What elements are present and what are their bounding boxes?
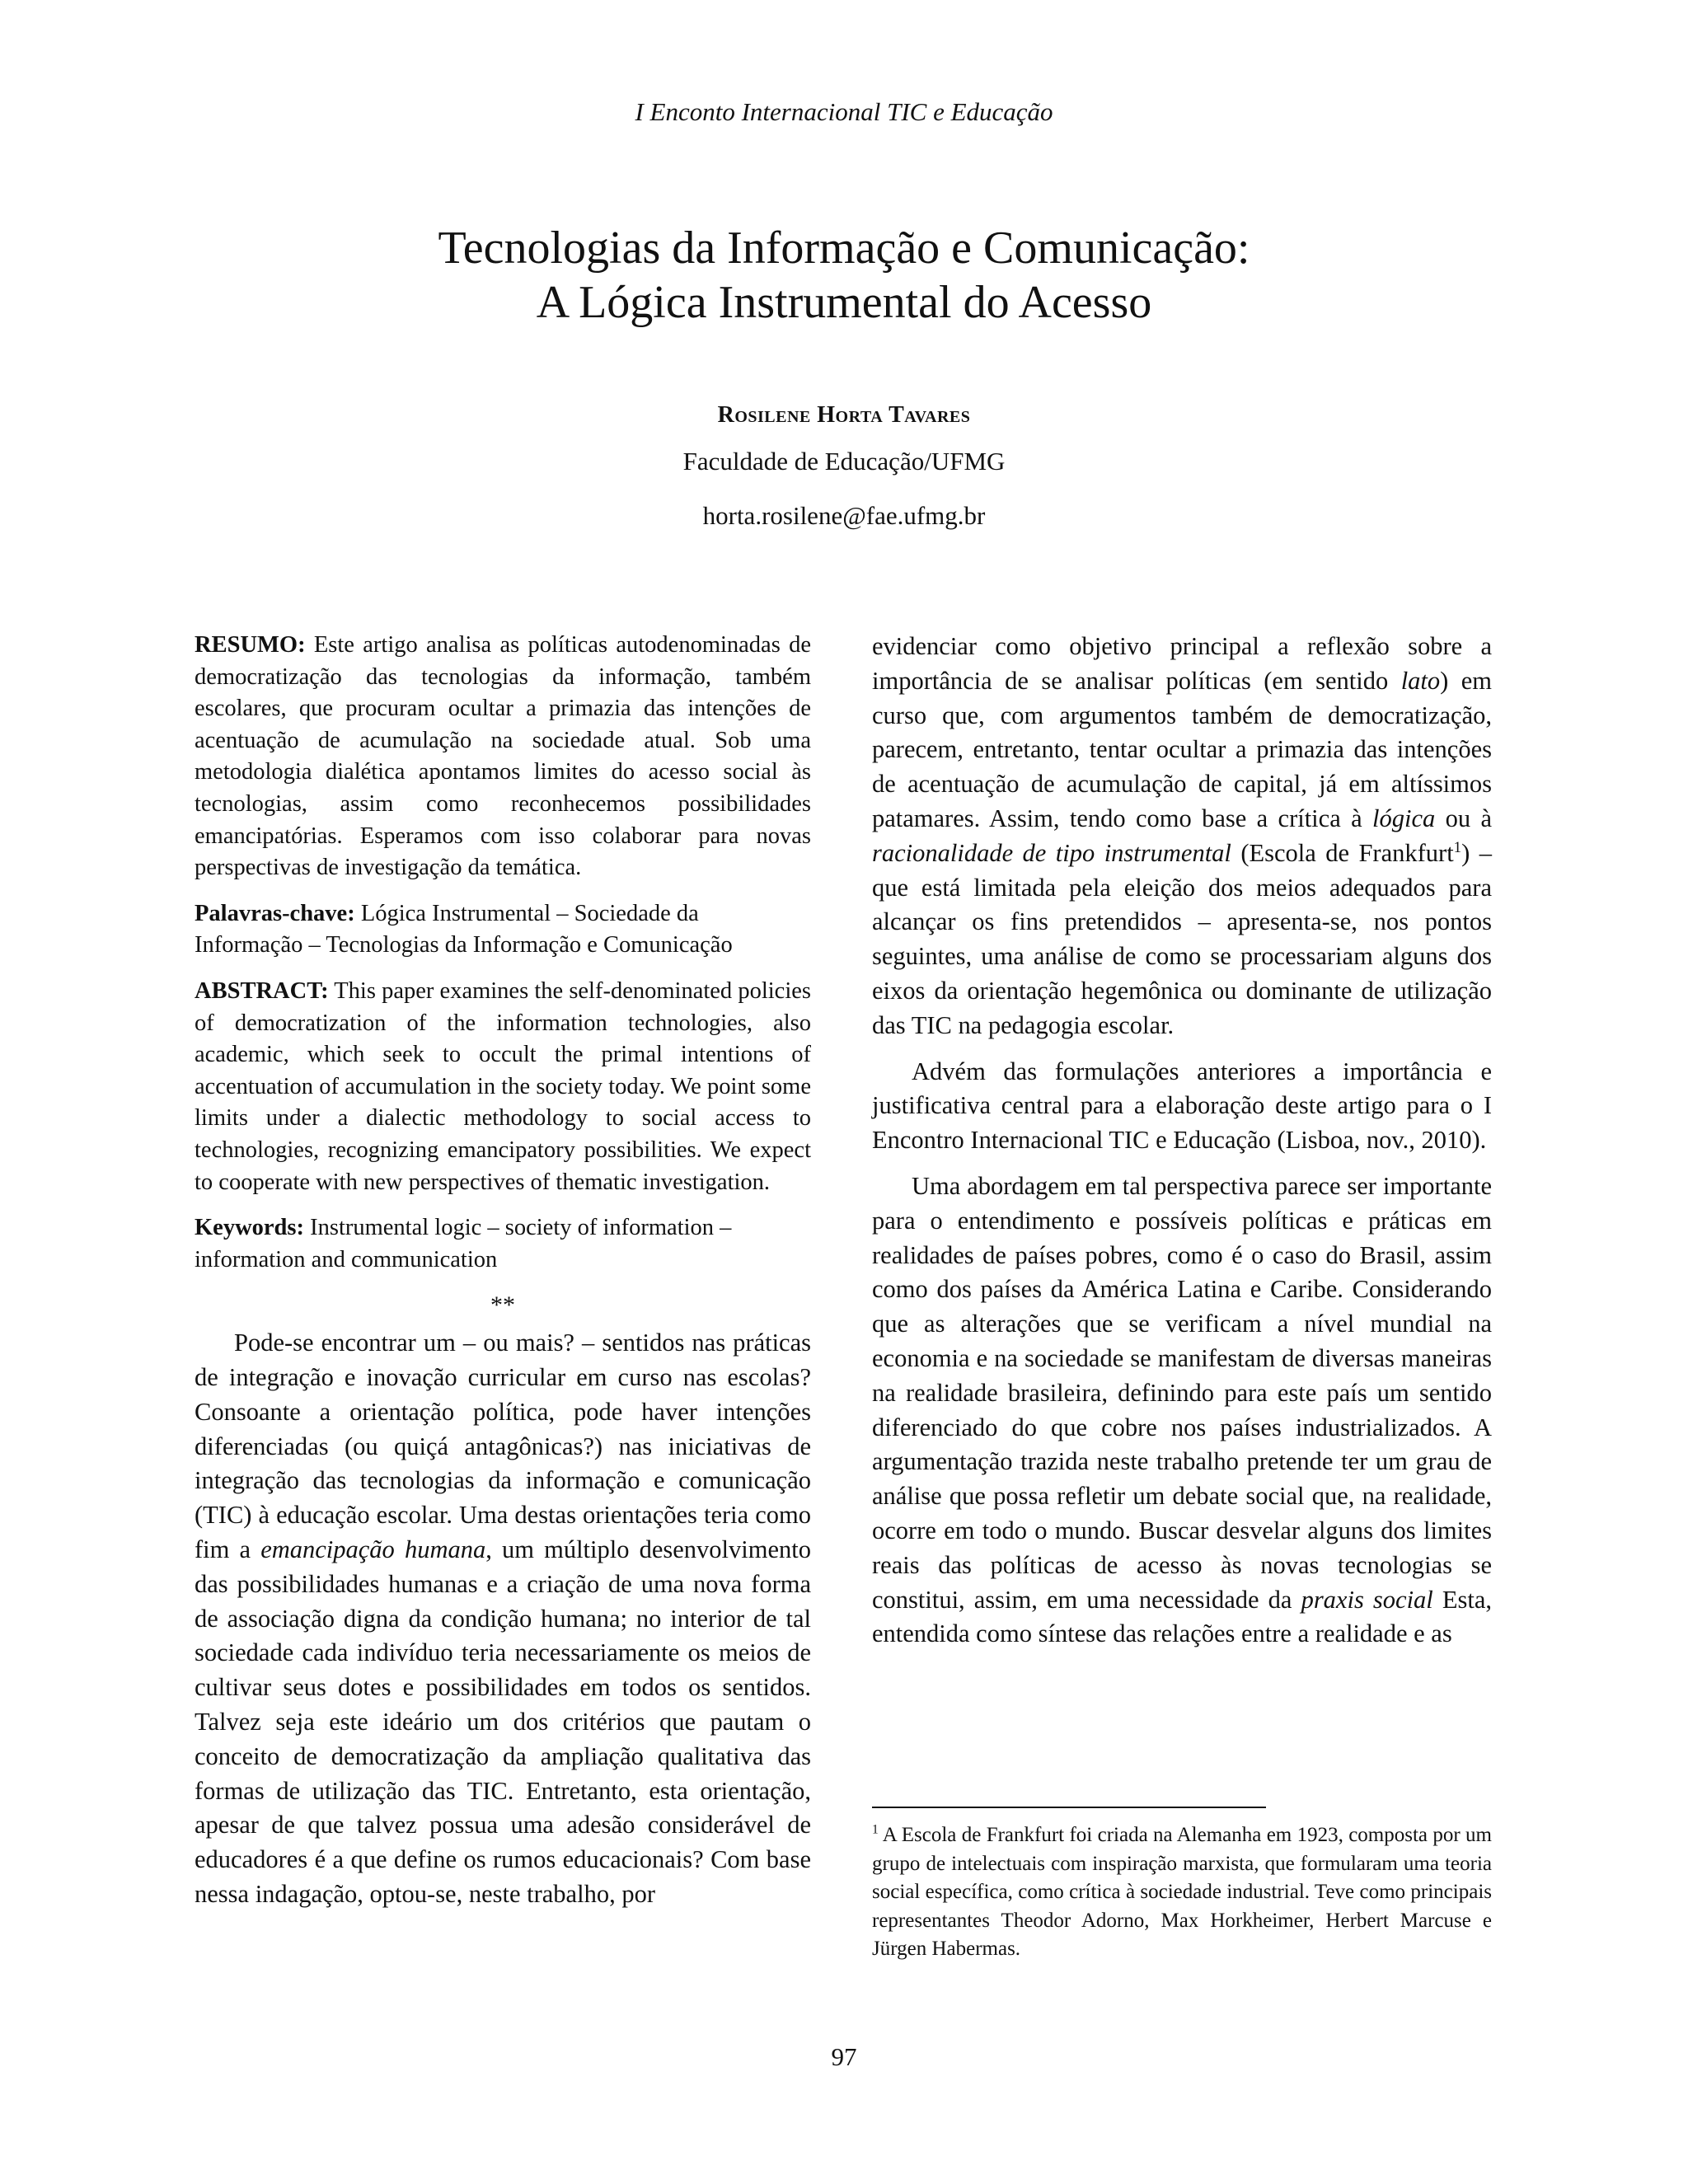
paper-title	[0, 221, 1688, 330]
author-affiliation: Faculdade de Educação/UFMG	[682, 447, 1006, 476]
body-text: ou à	[1435, 804, 1492, 832]
resumo-paragraph	[195, 630, 811, 884]
abstract-text: This paper examines the self-denominated policies of democratization of the information technologies, also academic, which seek to occult the primal intentions of accentuation of accumulation in the society today. We point some limits under a dialectic methodology to social access to technologies, recognizing emancipatory possibilities. We expect to cooperate with new perspectives of thematic investigation.	[195, 977, 811, 1195]
body-text: evidenciar como objetivo principal a reflexão sobre a importância de se analisar políticas (em sentido	[872, 632, 1492, 695]
body-text: Uma abordagem em tal perspectiva parece ser importante para o entendimento e possíveis políticas e práticas em realidades de países pobres, como é o caso do Brasil, assim como dos países da América Latina e Caribe. Considerando que as alterações que se verificam a nível mundial na economia e na sociedade se manifestam de diversas maneiras na realidade brasileira, definindo para este país um sentido diferenciado do que cobre nos países industrializados. A argumentação trazida neste trabalho pretende ter um grau de análise que possa refletir um debate social que, na realidade, ocorre em todo o mundo. Buscar desvelar alguns dos limites reais das políticas de acesso às novas tecnologias se constitui, assim, em uma necessidade da	[872, 1171, 1492, 1614]
footnote-reference[interactable]: 1	[1453, 838, 1462, 856]
body-emphasis: lato	[1400, 666, 1441, 695]
palavras-chave-label: Palavras-chave:	[195, 900, 355, 926]
section-separator: **	[490, 1291, 515, 1319]
footnote	[872, 1821, 1492, 1964]
body-text: , um múltiplo desenvolvimento das possibilidades humanas e a criação de uma nova forma de associação digna da condição humana; no interior de tal sociedade cada indivíduo teria necessariamente os meios de cultivar seus dotes e possibilidades em todos os sentidos. Talvez seja este ideário um dos critérios que pautam o conceito de democratização da ampliação qualitativa das formas de utilização das TIC. Entretanto, esta orientação, apesar de que talvez possua uma adesão considerável de educadores é a que define os rumos educacionais? Com base nessa indagação, optou-se, neste trabalho, por	[195, 1535, 811, 1909]
author-name: Rosilene Horta Tavares	[717, 402, 971, 428]
keywords-text: Instrumental logic – society of information – information and communication	[195, 1215, 732, 1272]
resumo-text: Este artigo analisa as políticas autodenominadas de democratização das tecnologias da informação, também escolares, que procuram ocultar a primazia das intenções de acentuação de acumulação na sociedade atual. Sob uma metodologia dialética apontamos limites do acesso social às tecnologias, assim como reconhecemos possibilidades emancipatórias. Esperamos com isso colaborar para novas perspectivas de investigação da temática.	[195, 632, 811, 881]
title-line-2: A Lógica Instrumental do Acesso	[536, 277, 1152, 328]
body-paragraph-left-1	[195, 1326, 811, 1912]
right-column	[872, 630, 1492, 1652]
keywords-label: Keywords:	[195, 1215, 304, 1241]
body-emphasis: praxis social	[1301, 1585, 1433, 1614]
body-emphasis: emancipação humana	[260, 1535, 486, 1564]
body-paragraph-right-1	[872, 630, 1492, 1043]
page-number: 97	[831, 2042, 857, 2071]
author-email[interactable]: horta.rosilene@fae.ufmg.br	[702, 501, 986, 530]
body-emphasis: racionalidade de tipo instrumental	[872, 838, 1231, 867]
palavras-chave-paragraph	[195, 898, 811, 962]
footnote-text: A Escola de Frankfurt foi criada na Alemanha em 1923, composta por um grupo de intelectuais com inspiração marxista, que formularam uma teoria social específica, como crítica à sociedade industrial. Teve como principais representantes Theodor Adorno, Max Horkheimer, Herbert Marcuse e Jürgen Habermas.	[872, 1824, 1492, 1960]
body-text: ) em curso que, com argumentos também de democratização, parecem, entretanto, tentar ocultar a primazia das intenções de acentuação de acumulação de capital, já em altíssimos patamares. Assim, tendo como base a crítica à	[872, 666, 1493, 832]
abstract-paragraph	[195, 976, 811, 1198]
title-line-1: Tecnologias da Informação e Comunicação:	[438, 223, 1250, 274]
footnote-marker: 1	[872, 1822, 879, 1837]
body-paragraph-right-3	[872, 1169, 1492, 1652]
running-header: I Enconto Internacional TIC e Educação	[635, 97, 1053, 126]
resumo-label: RESUMO:	[195, 632, 306, 658]
body-text: Pode-se encontrar um – ou mais? – sentidos nas práticas de integração e inovação curricular em curso nas escolas? Consoante a orientação política, pode haver intenções diferenciadas (ou quiçá antagônicas?) nas iniciativas de integração das tecnologias da informação e comunicação (TIC) à educação escolar. Uma destas orientações teria como fim a	[195, 1329, 811, 1564]
body-paragraph-right-2: Advém das formulações anteriores a importância e justificativa central para a elaboração deste artigo para o I Encontro Internacional TIC e Educação (Lisboa, nov., 2010).	[872, 1057, 1492, 1155]
body-emphasis: lógica	[1372, 804, 1436, 832]
keywords-paragraph	[195, 1212, 811, 1276]
body-text: Esta, entendida como síntese das relações entre a realidade e as	[872, 1585, 1492, 1648]
body-text: (Escola de Frankfurt	[1231, 838, 1454, 867]
palavras-chave-text: Lógica Instrumental – Sociedade da Informação – Tecnologias da Informação e Comunicação	[195, 900, 733, 958]
body-text: ) – que está limitada pela eleição dos meios adequados para alcançar os fins pretendidos – apresenta-se, nos pontos seguintes, uma análise de como se processariam alguns dos eixos da orientação hegemônica ou dominante de utilização das TIC na pedagogia escolar.	[872, 838, 1492, 1039]
footnote-divider	[872, 1807, 1266, 1808]
abstract-label: ABSTRACT:	[195, 977, 329, 1004]
left-column	[195, 630, 811, 1912]
